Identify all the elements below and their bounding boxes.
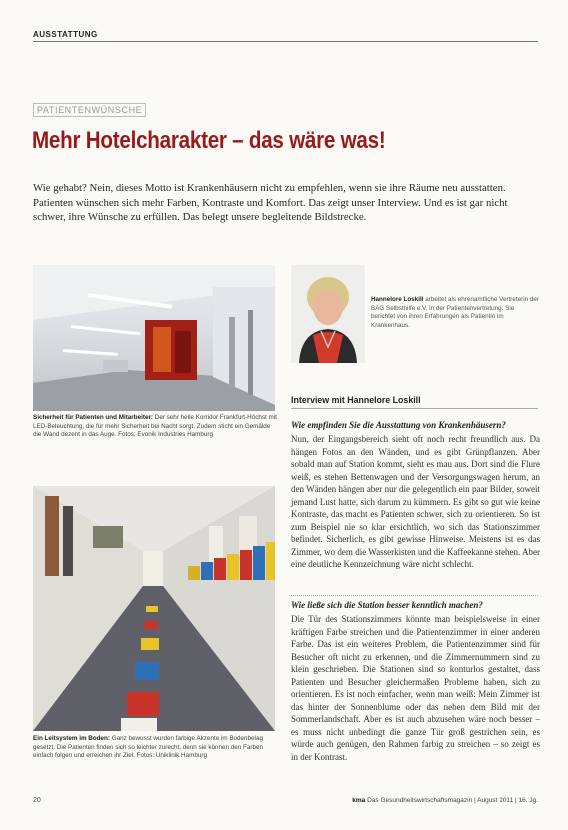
colorful-corridor-caption: Ein Leitsystem im Boden: Ganz bewusst wurden farbige Akzente im Bodenbelag gesetzt. Die Patienten finden sich so leichter zurecht, denn sie können den Farben einfach folgen und erreichen ihr Ziel. Fotos: Uniklinik Hamburg (33, 735, 263, 760)
corridor-photo (33, 265, 275, 411)
footer: kma Das Gesundheitswirtschaftsmagazin | August 2011 | 16. Jg. (352, 797, 538, 804)
interview-heading: Interview mit Hannelore Loskill (291, 395, 421, 405)
portrait-photo (291, 265, 365, 363)
intro-paragraph: Wie gehabt? Nein, dieses Motto ist Krankenhäusern nicht zu empfehlen, wenn sie ihre Räume neu ausstatten. Patienten wünschen sich mehr Farben, Kontraste und Komfort. Das zeigt unser Interview. Und es ist gar nicht schwer, ihre Wünsche zu erfüllen. Das belegt unsere begleitende Bildstrecke. (33, 182, 508, 224)
answer-2: Die Tür des Stationszimmers könnte man beispielsweise in einer kräftigen Farbe streichen und die Patientenzimmer in einer anderen Farbe. Das ist ein weiteres Problem, die Patientenzimmer sind für Besucher oft nicht zu erkennen, und die Zimmernummern sind zu klein geschrieben. Die Stationen sind so konturlos gestaltet, dass Patienten und Besucher gleichermaßen Probleme haben, sich zu orientieren. Es ist noch einfacher, wenn man weiß: Mein Zimmer ist das hinter der Sonnenblume oder das neben dem Bild mit der Sommerlandschaft. Aber es ist auch abzusehen wäre noch besser – es muss nicht unbedingt die ganze Tür groß gestrichen sein, es würde auch genügen, den Rahmen farbig zu streichen – so zeigt es in der Kontrast. (291, 614, 540, 763)
question-1: Wie empfinden Sie die Ausstattung von Krankenhäusern? (291, 420, 506, 430)
colorful-corridor-photo (33, 486, 275, 731)
interview-rule (291, 408, 538, 409)
section-rule (33, 41, 538, 42)
section-label: AUSSTATTUNG (33, 30, 98, 39)
portrait-caption: Hannelore Loskill arbeitet als ehrenamtliche Vertreterin der BAG Selbsthilfe e.V. in der Patientenvertretung. Sie berichtet von ihren Erfahrungen als Patientin im Krankenhaus. (371, 296, 540, 329)
page-number: 20 (33, 797, 41, 804)
question-divider (291, 595, 538, 596)
question-2: Wie ließe sich die Station besser kenntlich machen? (291, 600, 483, 610)
headline: Mehr Hotelcharakter – das wäre was! (32, 127, 386, 154)
answer-1: Nun, der Eingangsbereich sieht oft noch recht freundlich aus. Da hängen Fotos an den Wänden, und es gibt Grünpflanzen. Aber sobald man auf Station kommt, sieht es mau aus. Dort sind die Flure weiß, es stehen Bettenwagen und der Versorgungswagen herum, an den Wänden hängen aber nur die gelegentlich ein paar Bilder, soweit jemand Lust hatte, sich darum zu kümmern. Es gibt so gut wie keine Kontraste, das macht es Patienten schwer, sich zu orientieren. So ist zum Beispiel nie so klar ersichtlich, wo sich das Stationszimmer befindet. Sicherlich, es gibt gewisse Hinweise. Meistens ist es das Zimmer, wo dem die Wasserkisten und die Kaffeekanne stehen. Aber eine deutliche Kennzeichnung wäre nicht schlecht. (291, 434, 540, 570)
kicker: PATIENTENWÜNSCHE (33, 103, 146, 117)
corridor-photo-caption: Sicherheit für Patienten und Mitarbeiter: Der sehr helle Korridor Frankfurt-Höchst mit LED-Beleuchtung, die für mehr Sicherheit bei Nacht sorgt. Zudem sticht ein Gemälde die Wand dezent in das Auge. Fotos: Evonik Industries Hamburg (33, 414, 277, 439)
